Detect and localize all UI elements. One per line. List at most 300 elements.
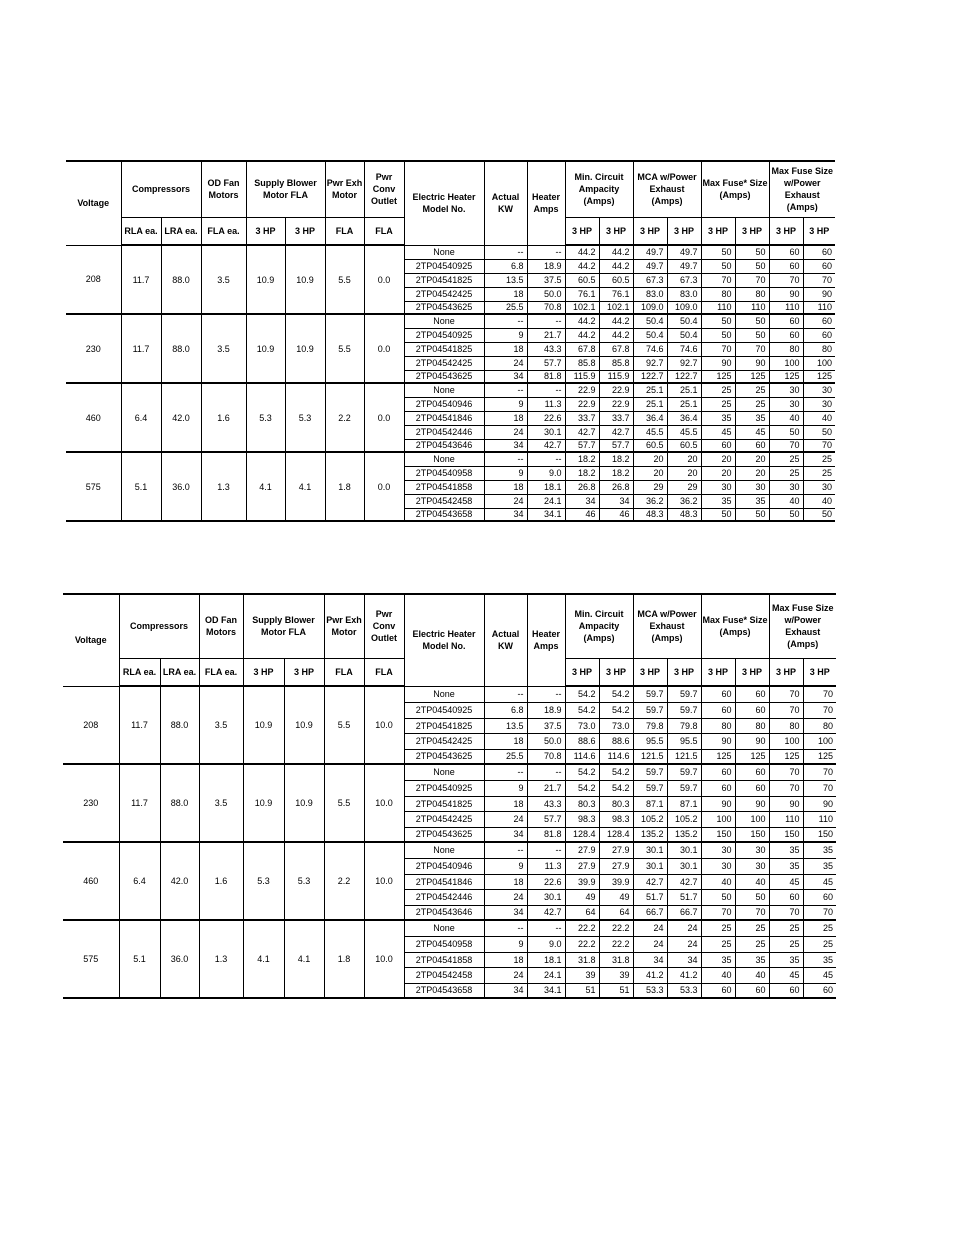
table-cell: 30 xyxy=(735,858,769,874)
od-fan-fla-cell: 1.3 xyxy=(201,452,246,521)
table-cell: 20 xyxy=(633,452,667,466)
heater-model-cell: 2TP04542446 xyxy=(404,425,484,439)
table-cell: 60 xyxy=(769,259,803,273)
pwr-exh-fla-cell: 1.8 xyxy=(324,920,364,998)
heater-model-cell: 2TP04541846 xyxy=(404,874,484,889)
table-cell: 9.0 xyxy=(527,466,565,480)
table-cell: 70 xyxy=(803,273,835,287)
table-cell: 41.2 xyxy=(633,967,667,983)
subheader-cell: FLA xyxy=(325,217,364,245)
voltage-cell: 575 xyxy=(66,452,121,521)
heater-model-cell: 2TP04540925 xyxy=(404,702,484,718)
compressor-lra-cell: 88.0 xyxy=(160,764,199,842)
table-cell: 110 xyxy=(701,301,735,314)
table-cell: 46 xyxy=(599,508,633,521)
table-cell: 36.4 xyxy=(633,411,667,425)
table-cell: 34 xyxy=(599,494,633,508)
table-cell: 54.2 xyxy=(599,686,633,702)
table-cell: 51 xyxy=(565,983,599,998)
table-cell: 125 xyxy=(701,370,735,383)
subheader-cell: 3 HP xyxy=(701,217,735,245)
heater-model-cell: 2TP04543625 xyxy=(404,301,484,314)
table-cell: 44.2 xyxy=(565,245,599,259)
table-cell: 18 xyxy=(484,342,527,356)
pwr-exh-fla-cell: 2.2 xyxy=(324,842,364,920)
header-min-circuit-ampacity: Min. Circuit Ampacity (Amps) xyxy=(565,594,633,658)
table-cell: 60.5 xyxy=(599,273,633,287)
table-cell: 67.3 xyxy=(667,273,701,287)
compressor-rla-cell: 5.1 xyxy=(119,920,160,998)
compressor-lra-cell: 36.0 xyxy=(160,920,199,998)
compressor-rla-cell: 6.4 xyxy=(119,842,160,920)
table-cell: 60 xyxy=(701,764,735,780)
table-cell: 44.2 xyxy=(565,314,599,328)
heater-model-cell: 2TP04542446 xyxy=(404,889,484,905)
heater-model-cell: 2TP04541825 xyxy=(404,796,484,811)
table-row xyxy=(63,764,836,780)
table-cell: 49 xyxy=(565,889,599,905)
table-cell: 34 xyxy=(484,983,527,998)
table-cell: 90 xyxy=(769,287,803,301)
table-cell: 70 xyxy=(769,780,803,796)
table-cell: 53.3 xyxy=(633,983,667,998)
table-cell: 80 xyxy=(803,718,836,733)
table-cell: 80 xyxy=(803,342,835,356)
heater-model-cell: 2TP04540958 xyxy=(404,936,484,952)
supply-blower-cell: 4.1 xyxy=(243,920,284,998)
table-cell: -- xyxy=(484,452,527,466)
table-cell: 25 xyxy=(735,920,769,936)
pwr-exh-fla-cell: 5.5 xyxy=(324,686,364,764)
table-cell: 48.3 xyxy=(633,508,667,521)
header-actual-kw: Actual KW xyxy=(484,594,527,686)
table-cell: 100 xyxy=(769,356,803,370)
table-cell: 100 xyxy=(803,733,836,749)
subheader-cell: LRA ea. xyxy=(160,658,199,686)
table-cell: 30.1 xyxy=(667,858,701,874)
table-cell: 90 xyxy=(735,356,769,370)
pwr-exh-fla-cell: 5.5 xyxy=(324,764,364,842)
table-cell: 39.9 xyxy=(565,874,599,889)
subheader-cell: FLA ea. xyxy=(199,658,243,686)
table-cell: -- xyxy=(527,764,565,780)
table-cell: 122.7 xyxy=(633,370,667,383)
table-cell: 6.8 xyxy=(484,259,527,273)
table-cell: 18.1 xyxy=(527,952,565,967)
table-cell: 25 xyxy=(803,920,836,936)
header-max-fuse-size: Max Fuse* Size (Amps) xyxy=(701,161,769,217)
table-cell: 13.5 xyxy=(484,718,527,733)
heater-model-cell: None xyxy=(404,452,484,466)
table-cell: 42.7 xyxy=(527,439,565,452)
table-cell: 35 xyxy=(701,411,735,425)
table-cell: 18 xyxy=(484,733,527,749)
table-cell: 51 xyxy=(599,983,633,998)
table-cell: 59.7 xyxy=(633,780,667,796)
table-cell: 59.7 xyxy=(633,686,667,702)
table-cell: 40 xyxy=(701,967,735,983)
table-cell: 51.7 xyxy=(633,889,667,905)
heater-model-cell: 2TP04542458 xyxy=(404,967,484,983)
table-cell: 22.9 xyxy=(565,397,599,411)
table-cell: 25 xyxy=(803,466,835,480)
table-cell: -- xyxy=(527,686,565,702)
table-cell: 22.6 xyxy=(527,411,565,425)
heater-model-cell: 2TP04543658 xyxy=(404,508,484,521)
table-cell: 30.1 xyxy=(527,889,565,905)
header-actual-kw: Actual KW xyxy=(484,161,527,245)
table-cell: 34 xyxy=(633,952,667,967)
table-cell: 43.3 xyxy=(527,342,565,356)
table-cell: 45.5 xyxy=(633,425,667,439)
heater-model-cell: 2TP04541825 xyxy=(404,718,484,733)
table-cell: 9 xyxy=(484,328,527,342)
header-heater-amps: Heater Amps xyxy=(527,161,565,245)
table-cell: 37.5 xyxy=(527,273,565,287)
compressor-lra-cell: 42.0 xyxy=(161,383,201,452)
pwr-exh-fla-cell: 5.5 xyxy=(325,314,364,383)
table-cell: 24 xyxy=(633,920,667,936)
table-cell: 35 xyxy=(735,494,769,508)
table-cell: 50.0 xyxy=(527,733,565,749)
pwr-conv-fla-cell: 10.0 xyxy=(364,764,404,842)
table-cell: 30.1 xyxy=(633,858,667,874)
compressor-rla-cell: 11.7 xyxy=(121,314,161,383)
table-cell: 49.7 xyxy=(667,259,701,273)
supply-blower-cell: 4.1 xyxy=(284,920,324,998)
voltage-cell: 460 xyxy=(66,383,121,452)
table-cell: 30 xyxy=(735,842,769,858)
table-cell: 45.5 xyxy=(667,425,701,439)
table-cell: 44.2 xyxy=(599,245,633,259)
header-compressors: Compressors xyxy=(121,161,201,217)
compressor-rla-cell: 11.7 xyxy=(119,686,160,764)
header-pwr-exh-motor: Pwr Exh Motor xyxy=(324,594,364,658)
compressor-rla-cell: 11.7 xyxy=(119,764,160,842)
table-cell: 9 xyxy=(484,858,527,874)
supply-blower-cell: 5.3 xyxy=(285,383,325,452)
table-cell: 18 xyxy=(484,796,527,811)
table-cell: 25 xyxy=(769,466,803,480)
table-cell: 100 xyxy=(735,811,769,827)
heater-model-cell: 2TP04542458 xyxy=(404,494,484,508)
table-cell: 66.7 xyxy=(633,905,667,920)
table-cell: 70 xyxy=(735,342,769,356)
header-max-fuse-power-exhaust: Max Fuse Size w/Power Exhaust (Amps) xyxy=(769,594,836,658)
table-cell: 42.7 xyxy=(633,874,667,889)
table-cell: 105.2 xyxy=(667,811,701,827)
table-cell: 24 xyxy=(633,936,667,952)
table-cell: 60 xyxy=(769,983,803,998)
table-cell: 70.8 xyxy=(527,301,565,314)
table-cell: 125 xyxy=(803,370,835,383)
table-cell: 150 xyxy=(769,827,803,842)
subheader-cell: 3 HP xyxy=(243,658,284,686)
table-cell: 25 xyxy=(803,936,836,952)
table-cell: 22.2 xyxy=(599,936,633,952)
table-cell: 30 xyxy=(803,383,835,397)
header-min-circuit-ampacity: Min. Circuit Ampacity (Amps) xyxy=(565,161,633,217)
table-cell: -- xyxy=(484,383,527,397)
table-cell: 54.2 xyxy=(565,686,599,702)
table-cell: 25.1 xyxy=(633,397,667,411)
subheader-cell: 3 HP xyxy=(803,217,835,245)
table-cell: 25.1 xyxy=(667,397,701,411)
table-cell: 70 xyxy=(701,905,735,920)
table-cell: 50 xyxy=(735,889,769,905)
table-cell: 70 xyxy=(769,702,803,718)
heater-model-cell: 2TP04543646 xyxy=(404,439,484,452)
table-cell: 100 xyxy=(769,733,803,749)
table-cell: 70 xyxy=(769,686,803,702)
supply-blower-cell: 10.9 xyxy=(284,764,324,842)
table-cell: 74.6 xyxy=(633,342,667,356)
table-cell: 50 xyxy=(803,425,835,439)
od-fan-fla-cell: 1.6 xyxy=(201,383,246,452)
table-cell: 36.4 xyxy=(667,411,701,425)
table-cell: 34 xyxy=(667,952,701,967)
subheader-cell: 3 HP xyxy=(701,658,735,686)
table-cell: 73.0 xyxy=(565,718,599,733)
table-cell: 18 xyxy=(484,480,527,494)
table-cell: 25 xyxy=(769,936,803,952)
table-cell: 18.2 xyxy=(599,452,633,466)
table-cell: 31.8 xyxy=(599,952,633,967)
table-cell: 83.0 xyxy=(667,287,701,301)
table-cell: 50 xyxy=(735,245,769,259)
table-cell: 34 xyxy=(484,508,527,521)
table-cell: 60 xyxy=(803,889,836,905)
table-cell: 59.7 xyxy=(633,764,667,780)
heater-model-cell: 2TP04541858 xyxy=(404,480,484,494)
table-cell: 60.5 xyxy=(633,439,667,452)
table-cell: 29 xyxy=(667,480,701,494)
table-cell: 24 xyxy=(484,811,527,827)
table-cell: 42.7 xyxy=(599,425,633,439)
table-cell: 125 xyxy=(735,749,769,764)
table-cell: 9 xyxy=(484,397,527,411)
table-cell: 80 xyxy=(769,342,803,356)
table-cell: 24.1 xyxy=(527,967,565,983)
table-cell: 11.3 xyxy=(527,858,565,874)
table-cell: 35 xyxy=(701,952,735,967)
table-cell: -- xyxy=(527,842,565,858)
table-cell: 54.2 xyxy=(599,764,633,780)
table-cell: 70 xyxy=(701,342,735,356)
subheader-cell: 3 HP xyxy=(769,217,803,245)
table-cell: 90 xyxy=(735,796,769,811)
table-cell: 25 xyxy=(769,452,803,466)
heater-model-cell: 2TP04540946 xyxy=(404,858,484,874)
table-cell: 22.2 xyxy=(565,936,599,952)
header-voltage: Voltage xyxy=(66,161,121,245)
subheader-cell: 3 HP xyxy=(633,217,667,245)
table-cell: -- xyxy=(484,314,527,328)
table-cell: 105.2 xyxy=(633,811,667,827)
table-cell: 35 xyxy=(735,411,769,425)
table-cell: 25.5 xyxy=(484,301,527,314)
table-cell: 70 xyxy=(735,273,769,287)
table-cell: 135.2 xyxy=(667,827,701,842)
voltage-cell: 575 xyxy=(63,920,119,998)
table-cell: 20 xyxy=(701,466,735,480)
table-cell: 60 xyxy=(803,259,835,273)
table-cell: 90 xyxy=(701,733,735,749)
table-cell: 18.2 xyxy=(565,466,599,480)
table-cell: 40 xyxy=(701,874,735,889)
subheader-cell: 3 HP xyxy=(735,217,769,245)
table-cell: 9 xyxy=(484,936,527,952)
subheader-cell: FLA xyxy=(324,658,364,686)
table-cell: 80 xyxy=(701,718,735,733)
table-cell: 9 xyxy=(484,780,527,796)
table-cell: 122.7 xyxy=(667,370,701,383)
header-row xyxy=(66,161,835,217)
table-cell: 18 xyxy=(484,874,527,889)
table-cell: 18 xyxy=(484,287,527,301)
table-cell: 25 xyxy=(735,397,769,411)
table-cell: 26.8 xyxy=(565,480,599,494)
table-cell: 95.5 xyxy=(667,733,701,749)
subheader-cell: 3 HP xyxy=(769,658,803,686)
table-cell: 128.4 xyxy=(599,827,633,842)
table-cell: -- xyxy=(527,452,565,466)
table-cell: 18.9 xyxy=(527,259,565,273)
table-cell: 24 xyxy=(484,425,527,439)
table-cell: 83.0 xyxy=(633,287,667,301)
table-cell: 20 xyxy=(667,466,701,480)
table-cell: 79.8 xyxy=(667,718,701,733)
table-cell: 22.9 xyxy=(599,383,633,397)
table-cell: 44.2 xyxy=(565,259,599,273)
table-cell: 44.2 xyxy=(565,328,599,342)
table-cell: 34 xyxy=(484,370,527,383)
table-cell: 25 xyxy=(803,452,835,466)
table-cell: 64 xyxy=(565,905,599,920)
table-cell: 115.9 xyxy=(599,370,633,383)
table-cell: -- xyxy=(484,245,527,259)
table-cell: 30.1 xyxy=(633,842,667,858)
table-cell: 60.5 xyxy=(667,439,701,452)
table-cell: 30 xyxy=(701,858,735,874)
supply-blower-cell: 10.9 xyxy=(243,764,284,842)
table-cell: 74.6 xyxy=(667,342,701,356)
table-cell: 50.4 xyxy=(633,314,667,328)
table-cell: 34 xyxy=(484,827,527,842)
table-cell: 50 xyxy=(803,508,835,521)
table-cell: 34.1 xyxy=(527,983,565,998)
heater-model-cell: None xyxy=(404,920,484,936)
table-cell: 30 xyxy=(803,397,835,411)
table-cell: 57.7 xyxy=(527,811,565,827)
table-cell: 40 xyxy=(735,874,769,889)
table-cell: 50.4 xyxy=(667,328,701,342)
table-cell: 87.1 xyxy=(633,796,667,811)
table-cell: 60 xyxy=(701,686,735,702)
table-cell: 81.8 xyxy=(527,370,565,383)
table-cell: 59.7 xyxy=(667,780,701,796)
table-cell: 35 xyxy=(803,858,836,874)
header-od-fan-motors: OD Fan Motors xyxy=(199,594,243,658)
header-max-fuse-power-exhaust: Max Fuse Size w/Power Exhaust (Amps) xyxy=(769,161,835,217)
voltage-cell: 230 xyxy=(66,314,121,383)
table-cell: 85.8 xyxy=(565,356,599,370)
table-cell: 60 xyxy=(735,983,769,998)
subheader-cell: FLA xyxy=(364,658,404,686)
table-cell: 60 xyxy=(735,702,769,718)
table-cell: 25.1 xyxy=(633,383,667,397)
table-cell: 110 xyxy=(735,301,769,314)
table-cell: 26.8 xyxy=(599,480,633,494)
table-cell: 45 xyxy=(769,967,803,983)
compressor-rla-cell: 11.7 xyxy=(121,245,161,314)
table-cell: 49 xyxy=(599,889,633,905)
table-cell: 25 xyxy=(701,936,735,952)
heater-model-cell: 2TP04543625 xyxy=(404,827,484,842)
table-cell: 30.1 xyxy=(667,842,701,858)
table-cell: 45 xyxy=(769,874,803,889)
table-cell: 9 xyxy=(484,466,527,480)
table-cell: 34.1 xyxy=(527,508,565,521)
table-cell: 45 xyxy=(803,967,836,983)
table-cell: 40 xyxy=(735,967,769,983)
table-cell: 90 xyxy=(803,796,836,811)
table-cell: 42.7 xyxy=(527,905,565,920)
table-cell: 35 xyxy=(769,842,803,858)
table-cell: 27.9 xyxy=(565,842,599,858)
pwr-conv-fla-cell: 0.0 xyxy=(364,383,404,452)
heater-model-cell: 2TP04541825 xyxy=(404,273,484,287)
table-cell: 70 xyxy=(735,905,769,920)
table-cell: 30 xyxy=(769,397,803,411)
table-cell: 102.1 xyxy=(565,301,599,314)
table-cell: 150 xyxy=(803,827,836,842)
supply-blower-cell: 10.9 xyxy=(246,245,285,314)
table-cell: 27.9 xyxy=(599,858,633,874)
supply-blower-cell: 10.9 xyxy=(285,245,325,314)
table-cell: -- xyxy=(527,314,565,328)
table-cell: 30 xyxy=(701,480,735,494)
table-cell: 20 xyxy=(735,452,769,466)
table-cell: 92.7 xyxy=(633,356,667,370)
table-cell: -- xyxy=(484,686,527,702)
table-cell: 100 xyxy=(803,356,835,370)
subheader-cell: 3 HP xyxy=(803,658,836,686)
table-cell: -- xyxy=(484,764,527,780)
table-cell: 67.8 xyxy=(565,342,599,356)
table-row xyxy=(66,383,835,397)
heater-model-cell: 2TP04542425 xyxy=(404,733,484,749)
table-cell: 88.6 xyxy=(565,733,599,749)
table-cell: 35 xyxy=(769,858,803,874)
pwr-conv-fla-cell: 10.0 xyxy=(364,920,404,998)
table-cell: 33.7 xyxy=(565,411,599,425)
table-cell: 39 xyxy=(565,967,599,983)
pwr-conv-fla-cell: 10.0 xyxy=(364,842,404,920)
table-cell: 67.8 xyxy=(599,342,633,356)
table-cell: 22.9 xyxy=(599,397,633,411)
header-mca-power-exhaust: MCA w/Power Exhaust (Amps) xyxy=(633,594,701,658)
supply-blower-cell: 4.1 xyxy=(246,452,285,521)
table-cell: 60 xyxy=(735,686,769,702)
table-cell: 48.3 xyxy=(667,508,701,521)
table-cell: -- xyxy=(527,245,565,259)
table-cell: 35 xyxy=(735,952,769,967)
heater-model-cell: 2TP04540925 xyxy=(404,259,484,273)
table-cell: 80 xyxy=(735,718,769,733)
heater-model-cell: 2TP04542425 xyxy=(404,356,484,370)
table-cell: 33.7 xyxy=(599,411,633,425)
